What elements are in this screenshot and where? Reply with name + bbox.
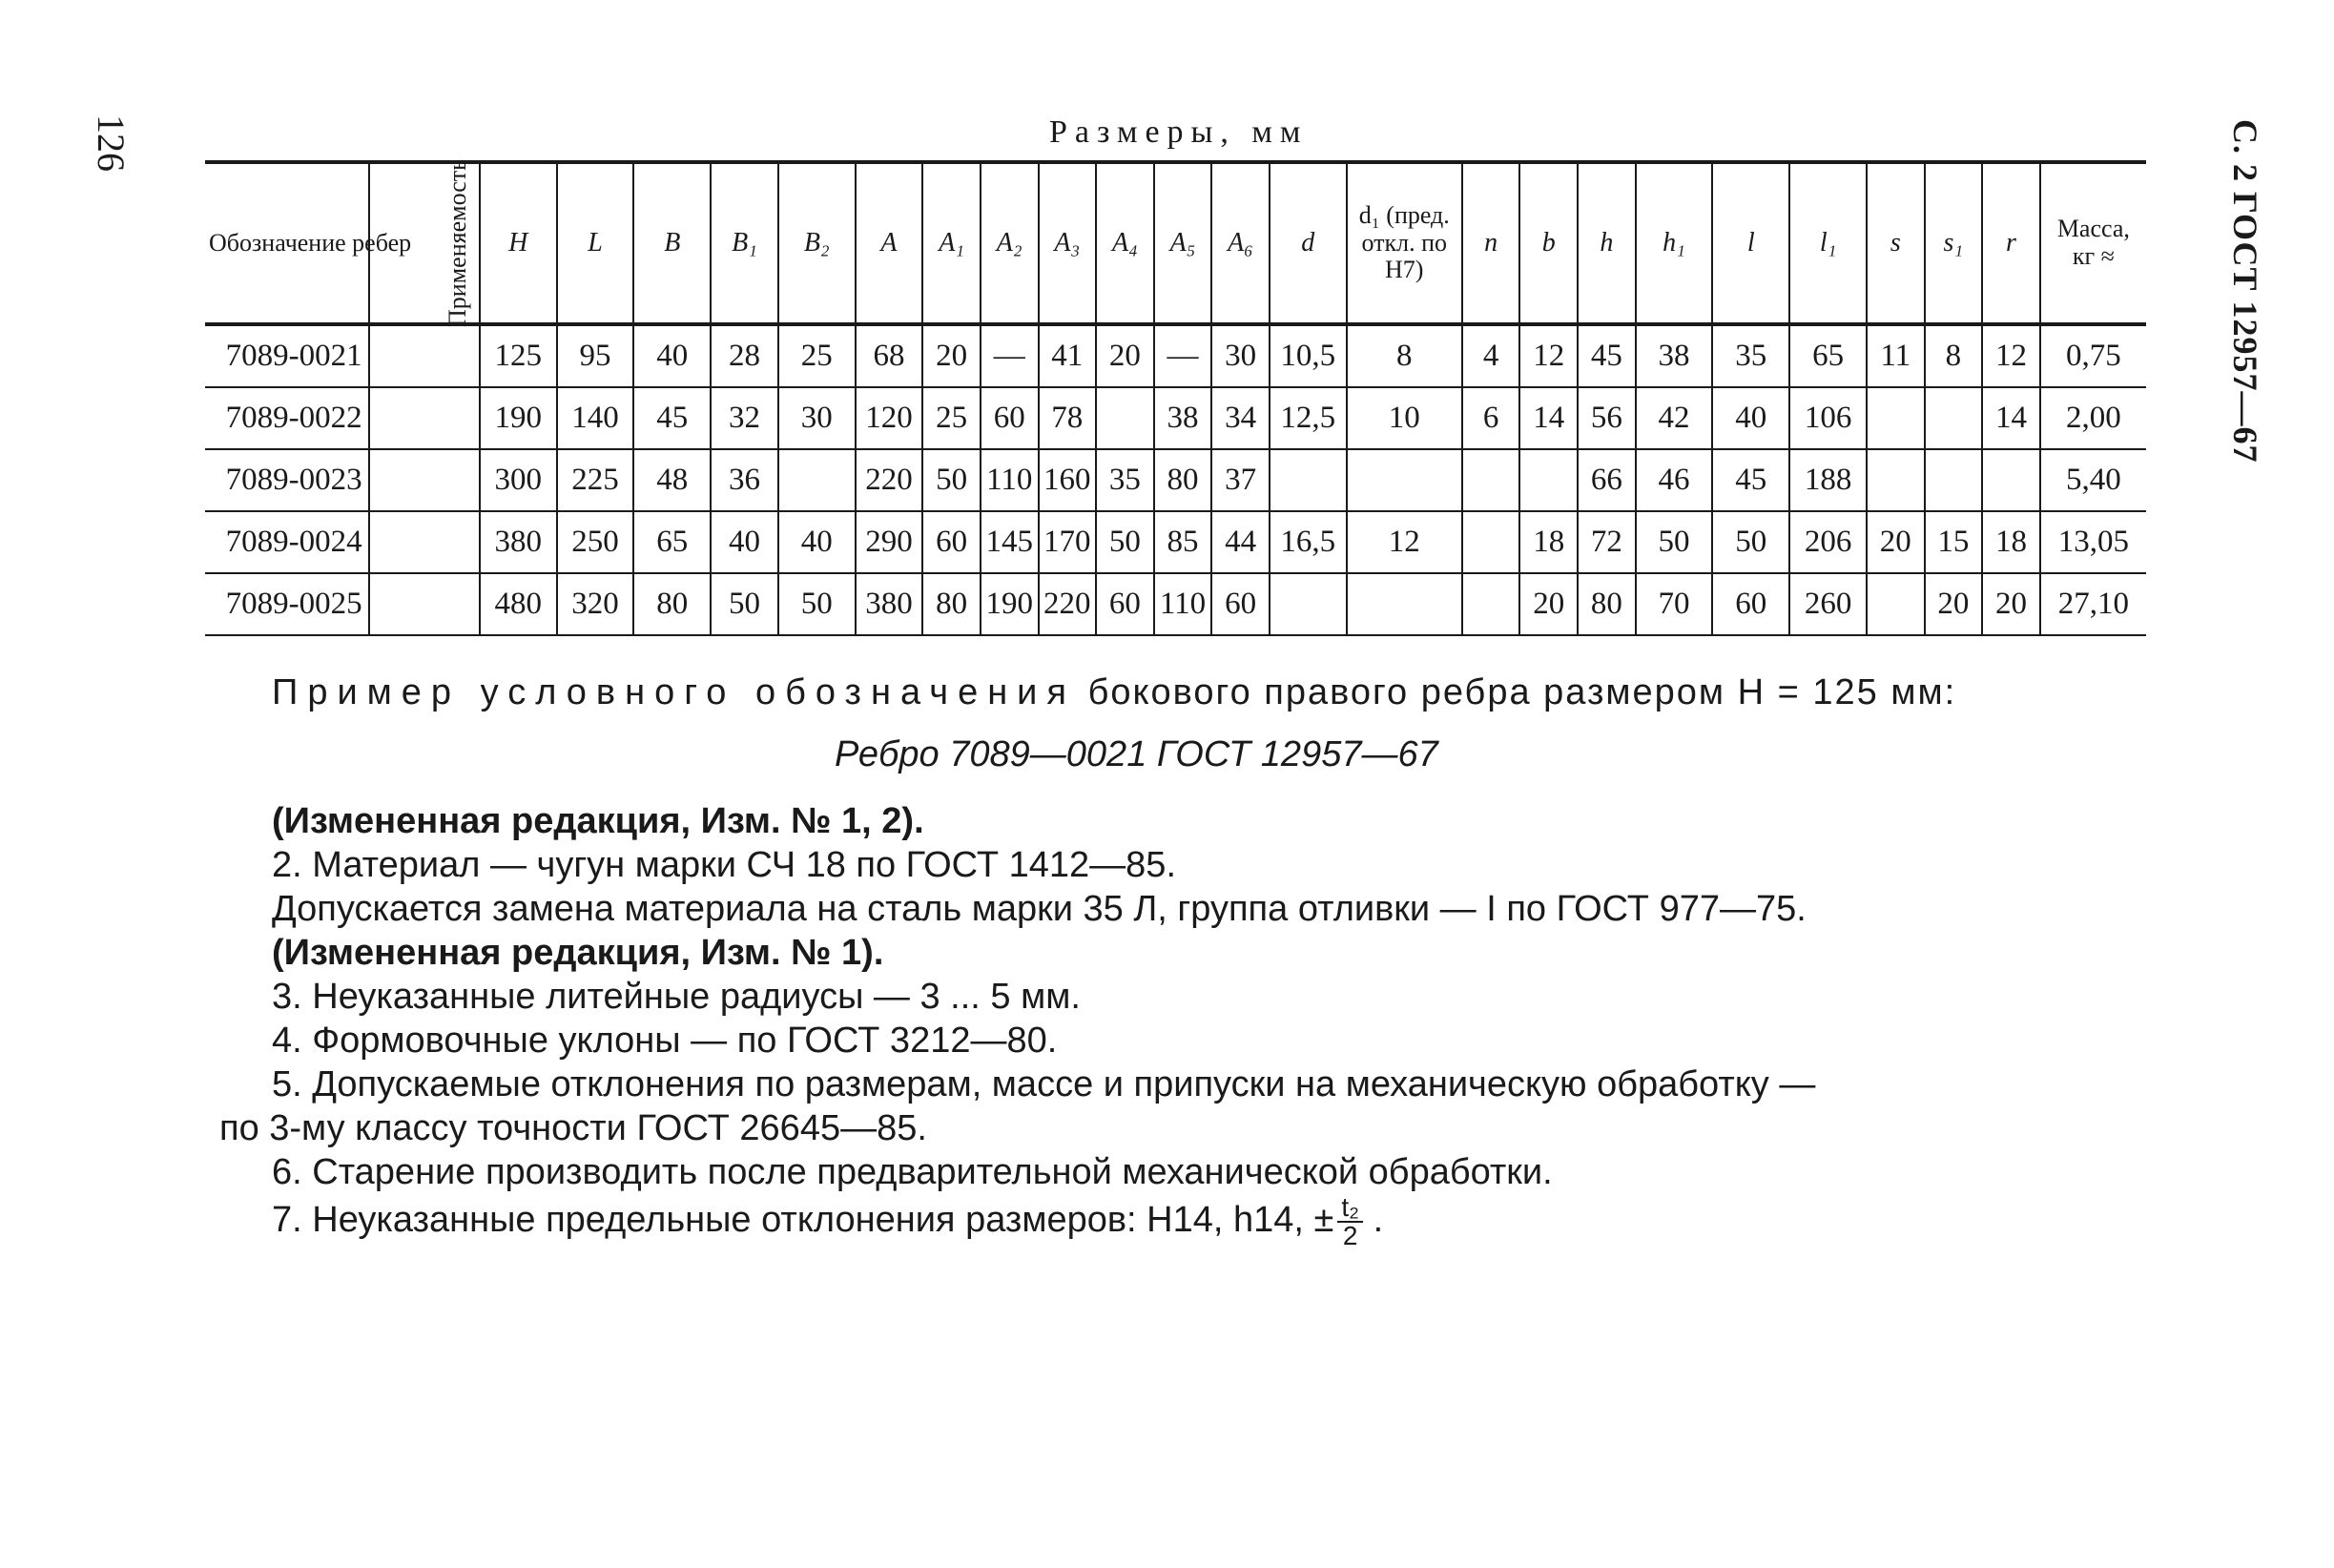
table-cell: 40	[633, 324, 711, 387]
table-cell: 50	[1636, 511, 1713, 573]
table-cell: 225	[557, 449, 634, 511]
fraction	[1337, 1194, 1363, 1249]
table-cell: 145	[981, 511, 1039, 573]
table-cell: 50	[711, 573, 778, 635]
table-cell: 34	[1211, 387, 1270, 449]
table-cell: 40	[1712, 387, 1789, 449]
table-cell: 12	[1519, 324, 1578, 387]
table-row	[205, 511, 2146, 573]
note-7	[219, 1194, 2156, 1249]
table-cell	[1925, 387, 1983, 449]
table-cell: 320	[557, 573, 634, 635]
table-cell: 85	[1154, 511, 1212, 573]
fraction-numerator: t₂	[1337, 1194, 1363, 1223]
table-cell: 42	[1636, 387, 1713, 449]
table-cell: 250	[557, 511, 634, 573]
table-cell: 190	[981, 573, 1039, 635]
table-cell	[778, 449, 856, 511]
table-cell: 65	[633, 511, 711, 573]
table-cell: 260	[1789, 573, 1867, 635]
table-cell: 28	[711, 324, 778, 387]
example-spaced-text: Пример условного обозначения	[272, 672, 1076, 712]
table-cell: 30	[778, 387, 856, 449]
table-cell: 20	[1519, 573, 1578, 635]
changed-edition-2: (Измененная редакция, Изм. № 1).	[272, 933, 884, 973]
table-cell: 10	[1347, 387, 1462, 449]
row-designation: 7089-0023	[205, 449, 369, 511]
table-cell: 110	[1154, 573, 1212, 635]
table-cell: 14	[1519, 387, 1578, 449]
table-cell	[369, 511, 480, 573]
table-cell: 11	[1867, 324, 1925, 387]
note-2b: Допускается замена материала на сталь марки 35 Л, группа отливки — I по ГОСТ 977—75.	[272, 889, 1807, 929]
row-designation: 7089-0025	[205, 573, 369, 635]
table-cell: 60	[981, 387, 1039, 449]
table-cell: 125	[480, 324, 557, 387]
table-cell: 220	[1039, 573, 1097, 635]
table-cell	[369, 324, 480, 387]
table-cell: 16,5	[1270, 511, 1347, 573]
table-cell	[1867, 573, 1925, 635]
table-cell: 25	[778, 324, 856, 387]
table-cell: 78	[1039, 387, 1097, 449]
table-cell: 12	[1347, 511, 1462, 573]
table-cell	[369, 387, 480, 449]
table-cell: 20	[1925, 573, 1983, 635]
table-cell: 35	[1096, 449, 1154, 511]
table-cell	[369, 449, 480, 511]
table-cell	[1347, 573, 1462, 635]
table-cell: 170	[1039, 511, 1097, 573]
header-L: L	[557, 162, 634, 324]
table-cell: 60	[922, 511, 981, 573]
header-s1: s₁	[1925, 162, 1983, 324]
table-cell: 68	[856, 324, 923, 387]
table-cell: 380	[856, 573, 923, 635]
header-A1: A₁	[922, 162, 981, 324]
header-B: B	[633, 162, 711, 324]
header-A4: A₄	[1096, 162, 1154, 324]
table-cell: 80	[922, 573, 981, 635]
table-cell: 41	[1039, 324, 1097, 387]
table-cell: 56	[1578, 387, 1636, 449]
table-cell: 27,10	[2040, 573, 2146, 635]
note-7-text: 7. Неуказанные предельные отклонения размеров: H14, h14, ±	[272, 1200, 1334, 1241]
dimensions-caption: Размеры, мм	[1049, 114, 1309, 150]
note-6: 6. Старение производить после предварительной механической обработки.	[272, 1152, 1553, 1192]
table-cell: 18	[1982, 511, 2040, 573]
table-cell: 25	[922, 387, 981, 449]
table-cell: 36	[711, 449, 778, 511]
header-B2: B₂	[778, 162, 856, 324]
table-cell: 40	[778, 511, 856, 573]
header-B1: B₁	[711, 162, 778, 324]
table-cell: 12	[1982, 324, 2040, 387]
table-cell: 50	[922, 449, 981, 511]
note-5b: по 3-му классу точности ГОСТ 26645—85.	[219, 1108, 927, 1148]
header-r: r	[1982, 162, 2040, 324]
table-cell: 2,00	[2040, 387, 2146, 449]
table-cell	[1982, 449, 2040, 511]
table-cell: 44	[1211, 511, 1270, 573]
table-cell: 45	[1712, 449, 1789, 511]
table-cell	[1519, 449, 1578, 511]
note-4: 4. Формовочные уклоны — по ГОСТ 3212—80.	[272, 1021, 1058, 1061]
fraction-denominator: 2	[1342, 1221, 1358, 1250]
table-cell	[1347, 449, 1462, 511]
header-d: d	[1270, 162, 1347, 324]
table-cell: 48	[633, 449, 711, 511]
table-cell: —	[981, 324, 1039, 387]
example-designation: Ребро 7089—0021 ГОСТ 12957—67	[835, 734, 1438, 774]
header-designation: Обозначение ребер	[205, 162, 369, 324]
table-cell: 80	[633, 573, 711, 635]
header-applicability: Применяемость	[369, 162, 480, 324]
table-cell: 20	[1982, 573, 2040, 635]
table-cell: 290	[856, 511, 923, 573]
table-cell: 60	[1712, 573, 1789, 635]
table-row	[205, 573, 2146, 635]
table-cell	[1867, 387, 1925, 449]
dimensions-table	[205, 160, 2146, 636]
changed-edition-1: (Измененная редакция, Изм. № 1, 2).	[272, 801, 924, 841]
table-cell: 5,40	[2040, 449, 2146, 511]
header-A: A	[856, 162, 923, 324]
table-cell: 220	[856, 449, 923, 511]
table-row	[205, 387, 2146, 449]
table-cell: 15	[1925, 511, 1983, 573]
table-cell	[1270, 449, 1347, 511]
table-cell: 110	[981, 449, 1039, 511]
example-rest-text: бокового правого ребра размером H = 125 мм:	[1087, 672, 1957, 712]
note-2: 2. Материал — чугун марки СЧ 18 по ГОСТ 1412—85.	[272, 845, 1176, 885]
table-cell: 38	[1636, 324, 1713, 387]
table-cell: 66	[1578, 449, 1636, 511]
table-cell: 300	[480, 449, 557, 511]
header-s: s	[1867, 162, 1925, 324]
table-cell: 80	[1154, 449, 1212, 511]
header-b: b	[1519, 162, 1578, 324]
table-cell: 45	[1578, 324, 1636, 387]
table-cell: 80	[1578, 573, 1636, 635]
table-cell: 120	[856, 387, 923, 449]
table-cell	[1462, 449, 1520, 511]
table-cell: 480	[480, 573, 557, 635]
table-cell: 20	[1867, 511, 1925, 573]
notes-block	[219, 799, 2156, 1249]
table-cell: 8	[1925, 324, 1983, 387]
table-cell: 35	[1712, 324, 1789, 387]
header-h: h	[1578, 162, 1636, 324]
table-cell: 140	[557, 387, 634, 449]
table-cell: 37	[1211, 449, 1270, 511]
table-cell: 160	[1039, 449, 1097, 511]
row-designation: 7089-0024	[205, 511, 369, 573]
note-7-end: .	[1373, 1200, 1384, 1241]
table-cell: 50	[1096, 511, 1154, 573]
note-3: 3. Неуказанные литейные радиусы — 3 ... 5 мм.	[272, 977, 1081, 1017]
example-heading	[272, 672, 2334, 713]
table-cell: 4	[1462, 324, 1520, 387]
table-cell	[1462, 573, 1520, 635]
table-cell	[1925, 449, 1983, 511]
header-h1: h₁	[1636, 162, 1713, 324]
header-A6: A₆	[1211, 162, 1270, 324]
table-cell	[1462, 511, 1520, 573]
table-cell: 14	[1982, 387, 2040, 449]
table-row	[205, 449, 2146, 511]
table-cell	[1270, 573, 1347, 635]
table-cell: 50	[1712, 511, 1789, 573]
table-cell: 95	[557, 324, 634, 387]
header-A2: A₂	[981, 162, 1039, 324]
table-cell: 6	[1462, 387, 1520, 449]
row-designation: 7089-0021	[205, 324, 369, 387]
table-cell: —	[1154, 324, 1212, 387]
header-l: l	[1712, 162, 1789, 324]
table-cell: 380	[480, 511, 557, 573]
table-cell: 60	[1211, 573, 1270, 635]
page-number: 126	[90, 114, 133, 172]
table-cell: 60	[1096, 573, 1154, 635]
table-cell: 20	[922, 324, 981, 387]
table-cell: 8	[1347, 324, 1462, 387]
table-cell: 188	[1789, 449, 1867, 511]
table-cell	[1096, 387, 1154, 449]
table-header-row	[205, 162, 2146, 324]
table-cell: 0,75	[2040, 324, 2146, 387]
header-d1: d₁ (пред. откл. по H7)	[1347, 162, 1462, 324]
table-cell	[369, 573, 480, 635]
header-mass: Масса, кг ≈	[2040, 162, 2146, 324]
table-cell: 206	[1789, 511, 1867, 573]
header-l1: l₁	[1789, 162, 1867, 324]
table-cell: 13,05	[2040, 511, 2146, 573]
row-designation: 7089-0022	[205, 387, 369, 449]
table-cell: 20	[1096, 324, 1154, 387]
table-cell: 45	[633, 387, 711, 449]
table-cell: 30	[1211, 324, 1270, 387]
table-cell: 10,5	[1270, 324, 1347, 387]
table-cell: 190	[480, 387, 557, 449]
table-row	[205, 324, 2146, 387]
table-cell: 46	[1636, 449, 1713, 511]
table-cell: 50	[778, 573, 856, 635]
table-cell: 72	[1578, 511, 1636, 573]
table-cell: 32	[711, 387, 778, 449]
table-cell: 40	[711, 511, 778, 573]
table-cell: 12,5	[1270, 387, 1347, 449]
note-5a: 5. Допускаемые отклонения по размерам, массе и припуски на механическую обработку —	[272, 1064, 1816, 1104]
page-header: С. 2 ГОСТ 12957—67	[2226, 119, 2264, 464]
table-cell: 65	[1789, 324, 1867, 387]
table-cell: 70	[1636, 573, 1713, 635]
table-cell	[1867, 449, 1925, 511]
header-A5: A₅	[1154, 162, 1212, 324]
table-cell: 106	[1789, 387, 1867, 449]
header-H: H	[480, 162, 557, 324]
header-n: n	[1462, 162, 1520, 324]
table-cell: 38	[1154, 387, 1212, 449]
header-A3: A₃	[1039, 162, 1097, 324]
table-cell: 18	[1519, 511, 1578, 573]
